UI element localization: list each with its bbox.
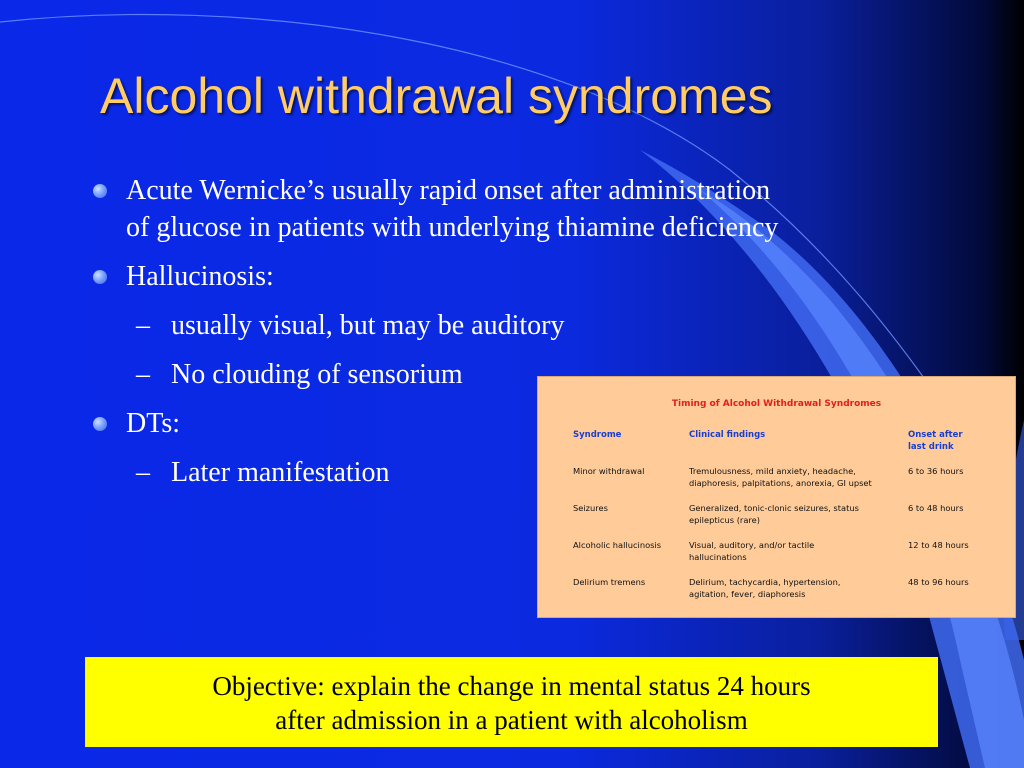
row-1-onset: 6 to 48 hours [908,503,964,513]
subbullet-visual-label: usually visual, but may be auditory [171,310,565,341]
row-3-onset: 48 to 96 hours [908,577,969,587]
row-0-clinical-line2: diaphoresis, palpitations, anorexia, GI upset [689,478,872,488]
objective-box [85,657,938,747]
header-onset-line2: last drink [908,442,954,452]
row-0-syndrome: Minor withdrawal [573,466,645,476]
withdrawal-timing-table [537,376,1016,618]
bullet-dot-icon [93,270,107,284]
row-3-syndrome: Delirium tremens [573,577,646,587]
row-0-clinical-line1: Tremulousness, mild anxiety, headache, [689,466,856,476]
bullet-hallucinosis-label: Hallucinosis: [126,261,274,292]
row-2-clinical-line2: hallucinations [689,552,747,562]
row-1-syndrome: Seizures [573,503,608,513]
subbullet-sensorium-label: No clouding of sensorium [171,359,463,390]
row-1-clinical-line2: epilepticus (rare) [689,515,760,525]
bullet-wernicke [88,172,938,246]
row-3-clinical-line2: agitation, fever, diaphoresis [689,589,806,599]
bullet-dts-label: DTs: [126,408,181,439]
header-onset-line1: Onset after [908,430,963,440]
row-1-clinical-line1: Generalized, tonic-clonic seizures, status [689,503,859,513]
table-title: Timing of Alcohol Withdrawal Syndromes [671,399,882,409]
row-2-onset: 12 to 48 hours [908,540,969,550]
bullet-hallucinosis [88,258,938,295]
dash-icon: – [136,359,150,390]
row-2-syndrome: Alcoholic hallucinosis [573,540,662,550]
row-2-clinical-line1: Visual, auditory, and/or tactile [689,540,815,550]
dash-icon: – [136,310,150,341]
subbullet-visual [88,307,938,344]
slide-title: Alcohol withdrawal syndromes [100,68,773,124]
subbullet-later-label: Later manifestation [171,457,390,488]
header-syndrome: Syndrome [573,430,622,440]
bullet-wernicke-line2: of glucose in patients with underlying thiamine deficiency [126,212,779,243]
bullet-dot-icon [93,417,107,431]
header-clinical: Clinical findings [689,430,766,440]
bullet-dot-icon [93,184,107,198]
objective-line1: Objective: explain the change in mental status 24 hours [212,671,811,701]
objective-line2: after admission in a patient with alcoholism [275,705,748,735]
row-3-clinical-line1: Delirium, tachycardia, hypertension, [689,577,841,587]
bullet-wernicke-line1: Acute Wernicke’s usually rapid onset after administration [126,175,771,206]
dash-icon: – [136,457,150,488]
row-0-onset: 6 to 36 hours [908,466,964,476]
